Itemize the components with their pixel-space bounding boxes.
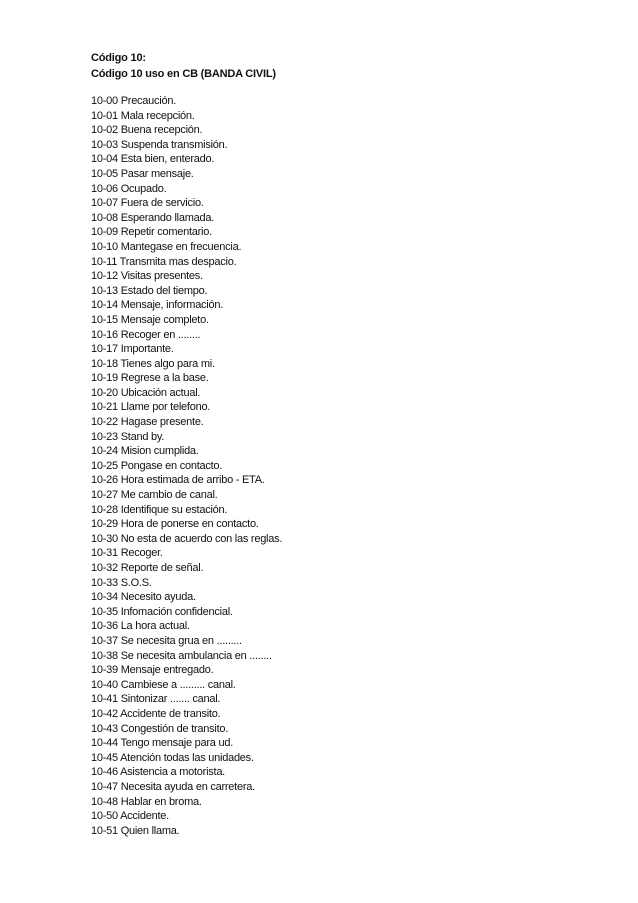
code-list-item: 10-41 Sintonizar ....... canal. <box>91 693 221 706</box>
code-list-item: 10-04 Esta bien, enterado. <box>91 153 215 166</box>
code-list-item: 10-07 Fuera de servicio. <box>91 197 204 210</box>
code-list-item: 10-15 Mensaje completo. <box>91 313 209 326</box>
code-list-item: 10-26 Hora estimada de arribo - ETA. <box>91 474 265 487</box>
code-list-item: 10-02 Buena recepción. <box>91 124 203 137</box>
code-list-item: 10-48 Hablar en broma. <box>91 795 202 808</box>
code-list <box>91 94 611 838</box>
code-list-item: 10-40 Cambiese a ......... canal. <box>91 678 236 691</box>
code-list-item: 10-16 Recoger en ........ <box>91 328 201 341</box>
code-list-item: 10-12 Visitas presentes. <box>91 270 203 283</box>
code-list-item: 10-21 Llame por telefono. <box>91 401 211 414</box>
code-list-item: 10-29 Hora de ponerse en contacto. <box>91 518 259 531</box>
code-list-item: 10-47 Necesita ayuda en carretera. <box>91 780 255 793</box>
code-list-item: 10-08 Esperando llamada. <box>91 211 215 224</box>
code-list-item: 10-30 No esta de acuerdo con las reglas. <box>91 532 283 545</box>
code-list-item: 10-14 Mensaje, información. <box>91 299 224 312</box>
code-list-item: 10-06 Ocupado. <box>91 182 167 195</box>
code-list-item: 10-43 Congestión de transito. <box>91 722 229 735</box>
code-list-item: 10-20 Ubicación actual. <box>91 386 201 399</box>
code-list-item: 10-46 Asistencia a motorista. <box>91 766 225 779</box>
code-list-item: 10-17 Importante. <box>91 343 174 356</box>
code-list-item: 10-33 S.O.S. <box>91 576 152 589</box>
code-list-item: 10-25 Pongase en contacto. <box>91 459 223 472</box>
code-list-item: 10-19 Regrese a la base. <box>91 372 209 385</box>
code-list-item: 10-27 Me cambio de canal. <box>91 489 218 502</box>
document-title: Código 10: <box>91 52 146 64</box>
code-list-item: 10-34 Necesito ayuda. <box>91 591 196 604</box>
code-list-item: 10-39 Mensaje entregado. <box>91 664 214 677</box>
code-list-item: 10-18 Tienes algo para mi. <box>91 357 215 370</box>
code-list-item: 10-35 Infomación confidencial. <box>91 605 233 618</box>
document-page <box>91 50 611 838</box>
code-list-item: 10-05 Pasar mensaje. <box>91 167 194 180</box>
code-list-item: 10-09 Repetir comentario. <box>91 226 212 239</box>
document-subtitle: Código 10 uso en CB (BANDA CIVIL) <box>91 68 276 80</box>
code-list-item: 10-42 Accidente de transito. <box>91 707 221 720</box>
code-list-item: 10-32 Reporte de señal. <box>91 562 204 574</box>
code-list-item: 10-10 Mantegase en frecuencia. <box>91 240 242 253</box>
code-list-item: 10-23 Stand by. <box>91 430 165 443</box>
code-list-item: 10-38 Se necesita ambulancia en ........ <box>91 649 272 662</box>
code-list-item: 10-13 Estado del tiempo. <box>91 284 208 297</box>
code-list-item: 10-51 Quien llama. <box>91 824 180 837</box>
code-list-item: 10-50 Accidente. <box>91 810 169 823</box>
code-list-item: 10-44 Tengo mensaje para ud. <box>91 737 234 750</box>
code-list-item: 10-31 Recoger. <box>91 547 163 560</box>
code-list-item: 10-36 La hora actual. <box>91 620 190 633</box>
code-list-item: 10-24 Mision cumplida. <box>91 445 199 458</box>
code-list-item: 10-28 Identifique su estación. <box>91 503 228 516</box>
code-list-item: 10-45 Atención todas las unidades. <box>91 751 254 764</box>
code-list-item: 10-03 Suspenda transmisión. <box>91 138 228 151</box>
code-list-item: 10-11 Transmita mas despacio. <box>91 255 237 268</box>
code-list-item: 10-37 Se necesita grua en ......... <box>91 634 242 647</box>
code-list-item: 10-00 Precaución. <box>91 95 177 107</box>
code-list-item: 10-01 Mala recepción. <box>91 109 195 122</box>
code-list-item: 10-22 Hagase presente. <box>91 416 204 429</box>
